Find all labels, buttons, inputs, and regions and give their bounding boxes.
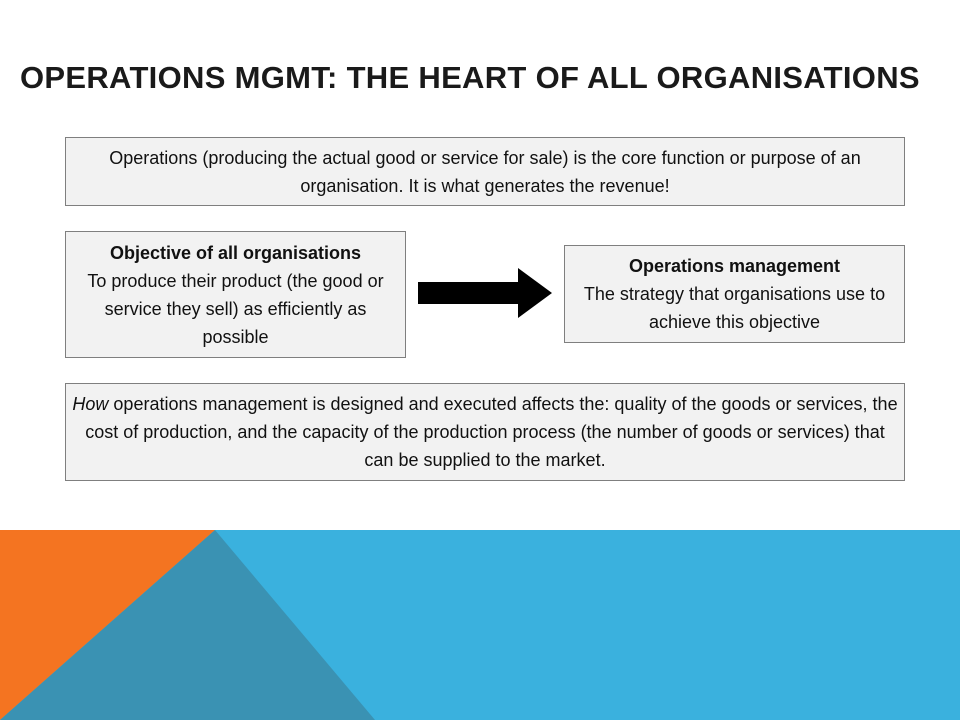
how-emphasis: How xyxy=(72,394,109,414)
slide-title: OPERATIONS MGMT: THE HEART OF ALL ORGANISATIONS xyxy=(20,60,920,95)
how-box xyxy=(65,383,905,481)
objective-heading: Objective of all organisations xyxy=(109,242,362,263)
core-function-box xyxy=(65,137,905,206)
core-function-text: Operations (producing the actual good or service for sale) is the core function or purpose of an organisation. It is what generates the revenue! xyxy=(109,147,861,196)
right-arrow-shape xyxy=(418,268,552,318)
objective-text: To produce their product (the good or service they sell) as efficiently as possible xyxy=(87,270,384,347)
how-text xyxy=(72,390,898,474)
objective-box xyxy=(65,231,406,358)
footer-decoration xyxy=(0,530,960,720)
operations-management-heading: Operations management xyxy=(628,256,841,276)
operations-management-text: The strategy that organisations use to achieve this objective xyxy=(583,284,886,332)
how-body: operations management is designed and executed affects the: quality of the goods or services, the cost of production, and the capacity of the production process (the number of goods or services) that can be supplied to the market. xyxy=(85,394,898,470)
right-arrow-icon xyxy=(418,268,552,318)
operations-management-box xyxy=(564,245,905,343)
